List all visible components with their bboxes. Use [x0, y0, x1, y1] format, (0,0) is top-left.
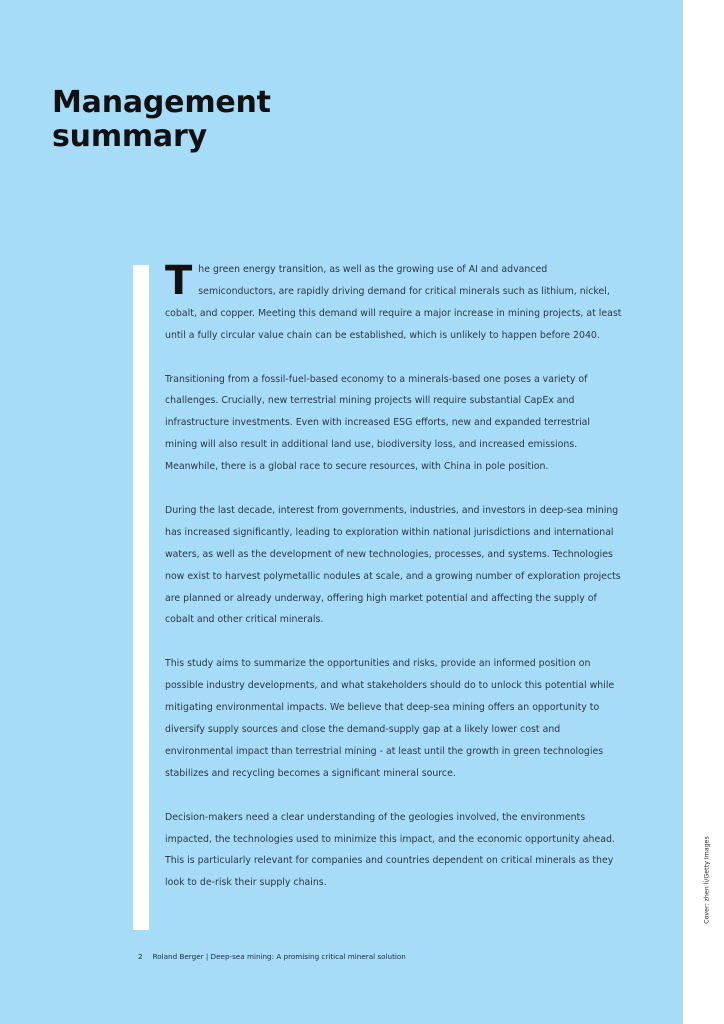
paragraph-1 [165, 259, 625, 347]
summary-body [165, 259, 625, 916]
page-title-line-2: summary [52, 119, 207, 154]
paragraph-1-text: he green energy transition, as well as the growing use of AI and advanced semiconductors, are rapidly driving demand for critical minerals such as lithium, nickel, cobalt, and copper. Meeting this demand will require a major increase in mining projects, at least until a fully circular value chain can be established, which is unlikely to happen before 2040. [165, 264, 622, 341]
footer-text: Roland Berger | Deep-sea mining: A promising critical mineral solution [152, 952, 406, 961]
cover-credit: Cover: zhen li/Getty Images [703, 836, 711, 924]
paragraph-2: Transitioning from a fossil-fuel-based economy to a minerals-based one poses a variety of challenges. Crucially, new terrestrial mining projects will require substantial CapEx and infrastructure investments. Even with increased ESG efforts, new and expanded terrestrial mining will also result in additional land use, biodiversity loss, and increased emissions. Meanwhile, there is a global race to secure resources, with China in pole position. [165, 373, 591, 473]
page-footer [138, 952, 406, 961]
drop-cap: T [165, 258, 193, 304]
page-title-line-1: Management [52, 85, 271, 120]
accent-bar [133, 265, 149, 930]
paragraph-3: During the last decade, interest from governments, industries, and investors in deep-sea mining has increased significantly, leading to exploration within national jurisdictions and international waters, as well as the development of new technologies, processes, and systems. Technologies now exist to harvest polymetallic nodules at scale, and a growing number of exploration projects are planned or already underway, offering high market potential and affecting the supply of cobalt and other critical minerals. [165, 504, 621, 626]
page-title [52, 86, 271, 154]
page-number: 2 [138, 952, 143, 961]
paragraph-4: This study aims to summarize the opportunities and risks, provide an informed position on possible industry developments, and what stakeholders should do to unlock this potential while mitigating environmental impacts. We believe that deep-sea mining offers an opportunity to diversify supply sources and close the demand-supply gap at a likely lower cost and environmental impact than terrestrial mining - at least until the growth in green technologies stabilizes and recycling becomes a significant mineral source. [165, 658, 615, 779]
paragraph-5: Decision-makers need a clear understanding of the geologies involved, the environments impacted, the technologies used to minimize this impact, and the economic opportunity ahead. This is particularly relevant for companies and countries dependent on critical minerals as they look to de-risk their supply chains. [165, 811, 615, 889]
